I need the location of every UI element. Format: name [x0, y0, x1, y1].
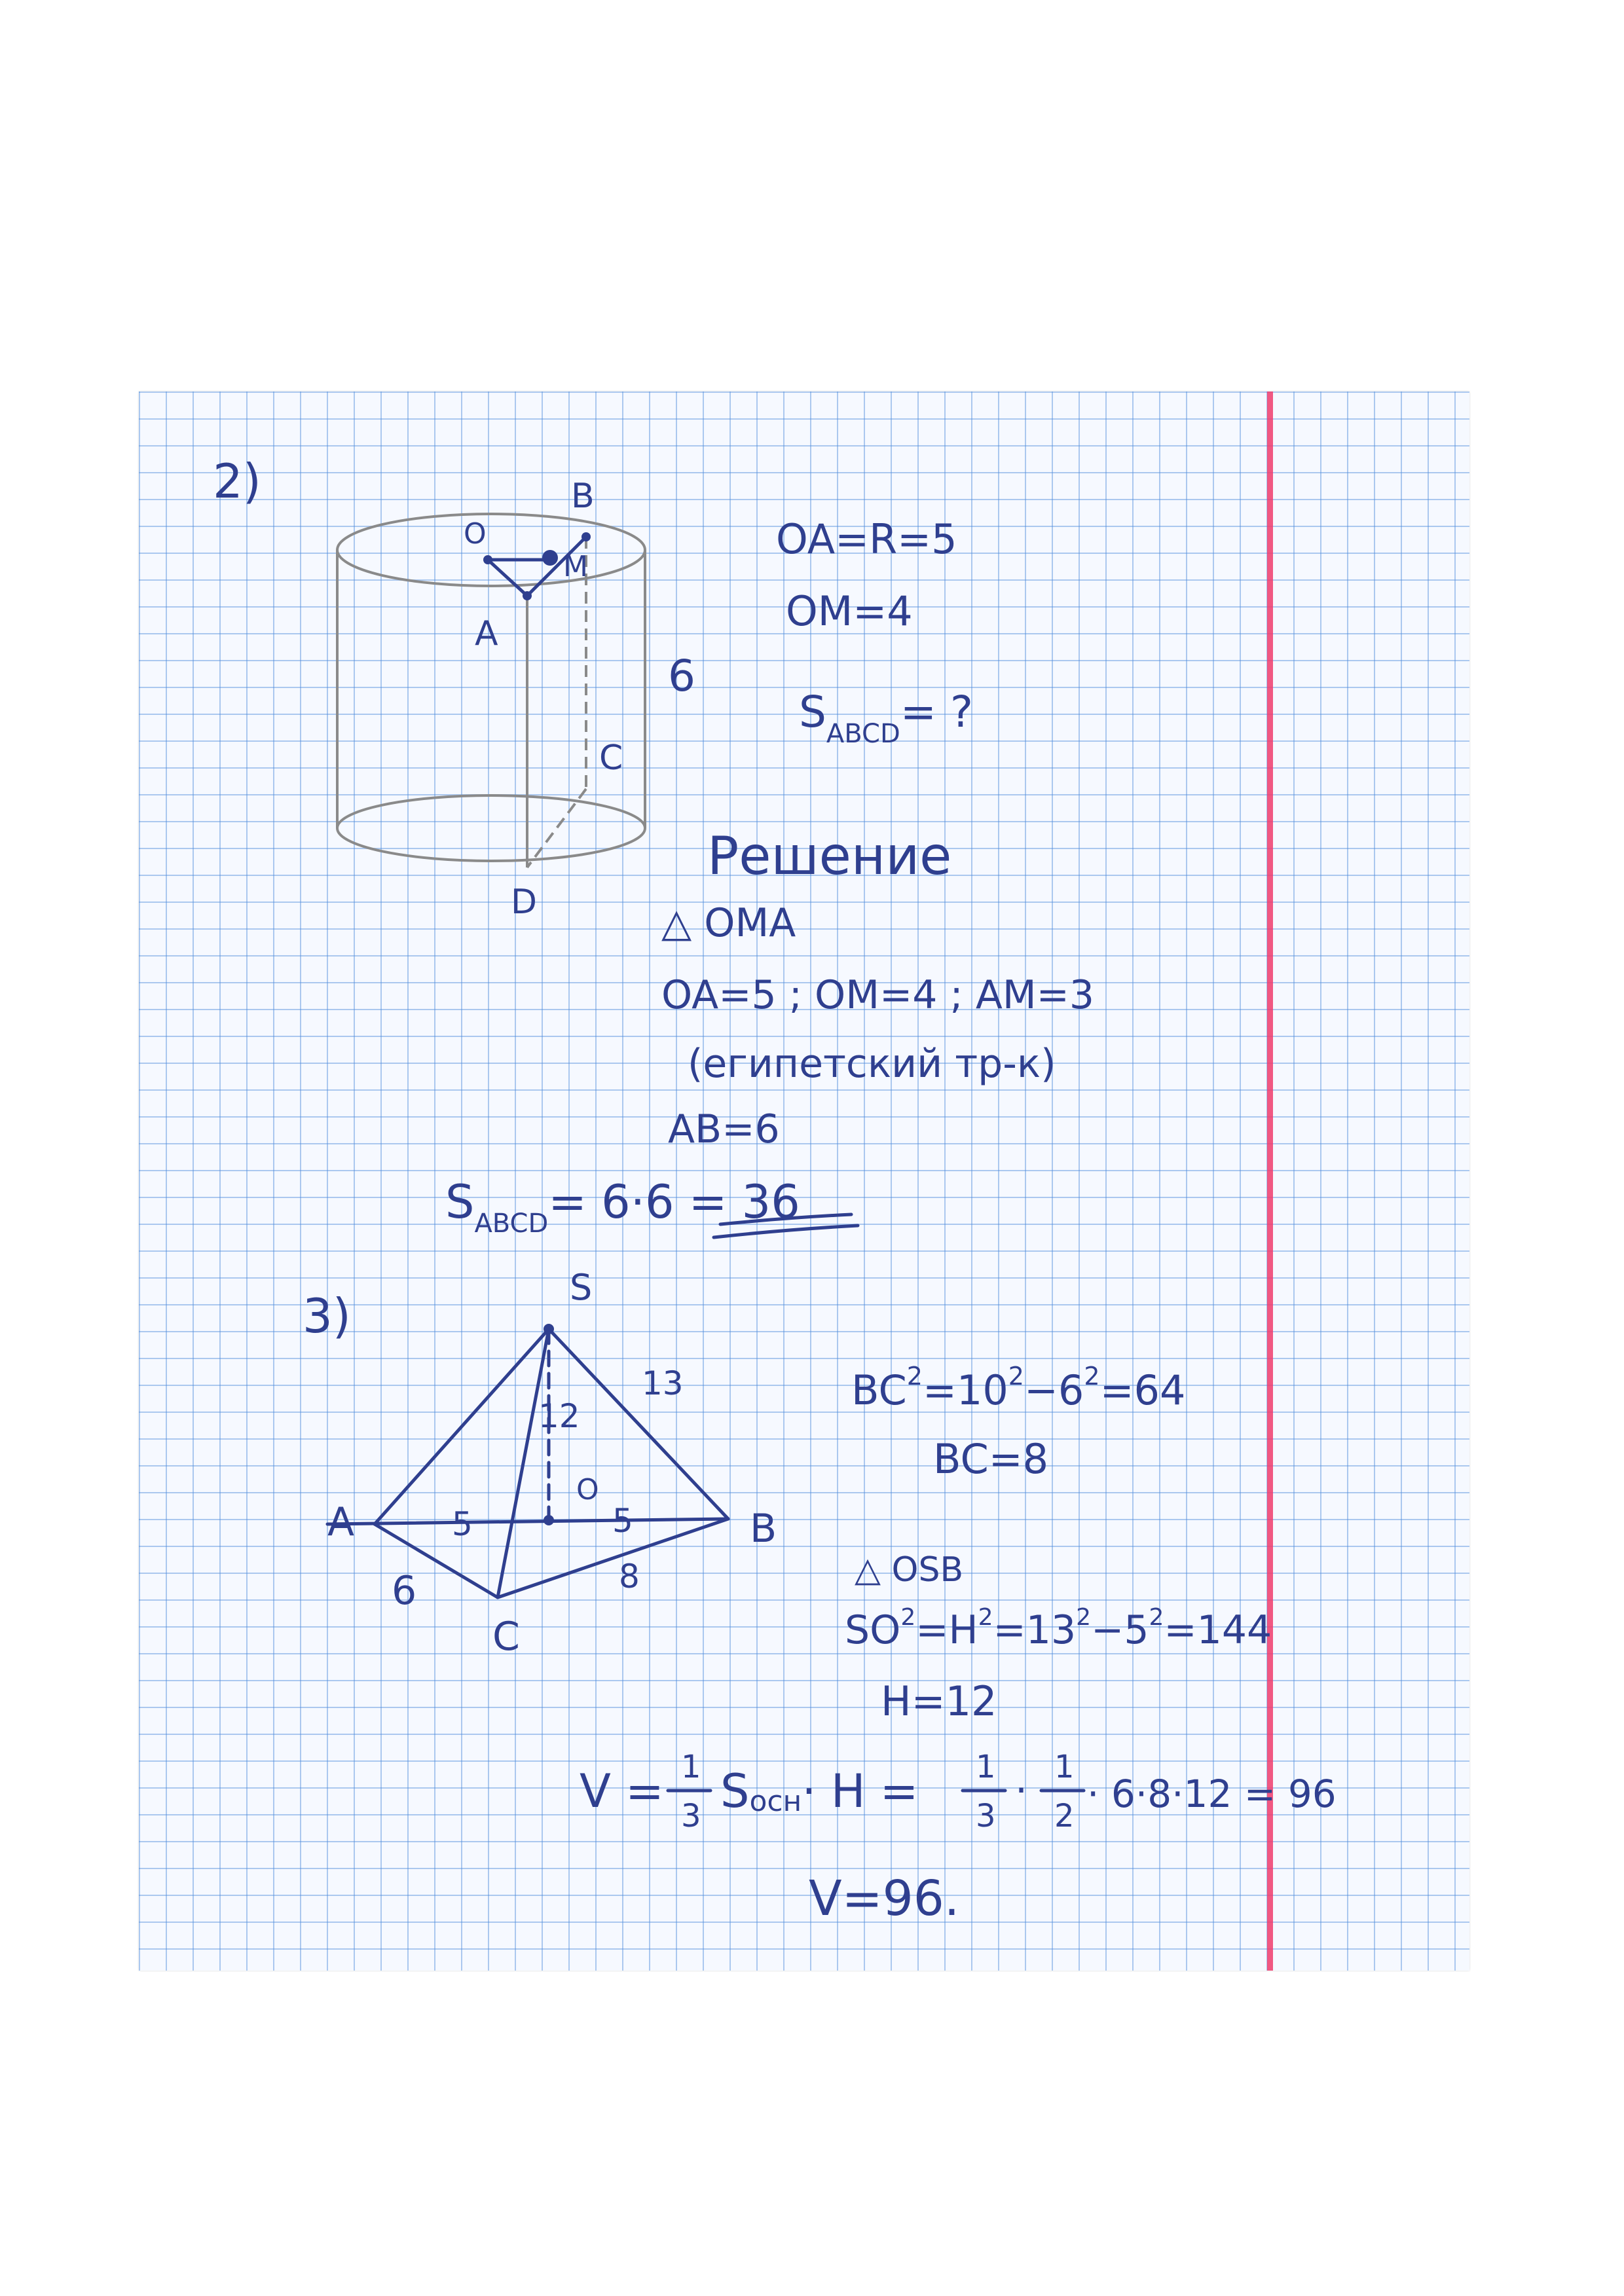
solution-title: Решение — [707, 826, 952, 886]
edge-label-cb: 8 — [619, 1558, 640, 1595]
problem-3-number: 3) — [303, 1288, 351, 1343]
volume-tail: · 6·8·12 = 96 — [1087, 1772, 1337, 1816]
base-ab — [327, 1519, 728, 1524]
point-m — [542, 550, 558, 566]
cylinder-top — [337, 514, 645, 586]
step-lengths: OA=5 ; OM=4 ; AM=3 — [661, 972, 1095, 1018]
h-result: H=12 — [881, 1677, 997, 1725]
label-d: D — [511, 883, 538, 922]
cylinder-bottom — [337, 795, 645, 861]
edge-label-so: 12 — [538, 1397, 580, 1435]
edge-sc — [498, 1329, 549, 1597]
point-b — [581, 532, 591, 541]
triangle-oma: △ OMA — [661, 900, 796, 946]
label-c3: C — [492, 1614, 520, 1660]
center-o — [544, 1515, 554, 1525]
edge-label-ac: 6 — [392, 1568, 417, 1614]
step-egyptian: (египетский тр-к) — [688, 1041, 1056, 1087]
point-a — [523, 591, 532, 600]
apex-s — [544, 1324, 554, 1334]
edge-label-sb: 13 — [642, 1364, 684, 1402]
frac2-num: 1 — [976, 1749, 996, 1785]
label-a: A — [475, 614, 498, 653]
frac1-den: 3 — [681, 1798, 701, 1834]
label-b: B — [571, 477, 595, 516]
find-area: $S_{ABCD}=$ ? — [799, 687, 974, 749]
frac3-den: 2 — [1054, 1798, 1075, 1834]
label-s: S — [570, 1267, 593, 1308]
label-c: C — [599, 738, 623, 778]
frac2-den: 3 — [976, 1798, 996, 1834]
problem-2-number: 2) — [213, 454, 261, 509]
triangle-osb: △ OSB — [855, 1550, 964, 1590]
given-oa: OA=R=5 — [776, 515, 957, 563]
point-o — [483, 555, 492, 564]
label-a3: A — [327, 1499, 355, 1545]
edge-label-ao: 5 — [452, 1505, 473, 1543]
volume-v: V = — [580, 1764, 664, 1818]
volume-answer: V=96. — [809, 1870, 960, 1927]
pyramid-figure — [327, 1267, 777, 1660]
step-ab: AB=6 — [668, 1106, 780, 1152]
given-om: OM=4 — [786, 587, 913, 635]
label-m: M — [563, 550, 588, 583]
label-b3: B — [750, 1506, 777, 1552]
answer-area: $S_{ABCD}= 6\cdot 6 = 36$ — [445, 1175, 800, 1239]
frac1-num: 1 — [681, 1749, 701, 1785]
edge-sa — [375, 1329, 549, 1524]
label-o3: O — [576, 1473, 599, 1506]
dot-sep: · — [1015, 1768, 1028, 1813]
bc-result: BC=8 — [933, 1435, 1049, 1483]
cylinder-figure — [337, 477, 695, 922]
segment-oa — [488, 560, 527, 596]
volume-formula — [580, 1749, 1337, 1834]
frac3-num: 1 — [1054, 1749, 1075, 1785]
edge-label-ob: 5 — [612, 1502, 633, 1540]
bc-equation: $BC^2=10^2-6^2=64$ — [851, 1362, 1186, 1414]
volume-s-base: Sосн· H = — [720, 1764, 919, 1818]
so-equation: $SO^2=H^2=13^2-5^2=144$ — [845, 1604, 1272, 1653]
label-o: O — [464, 517, 487, 551]
label-height: 6 — [668, 651, 695, 701]
